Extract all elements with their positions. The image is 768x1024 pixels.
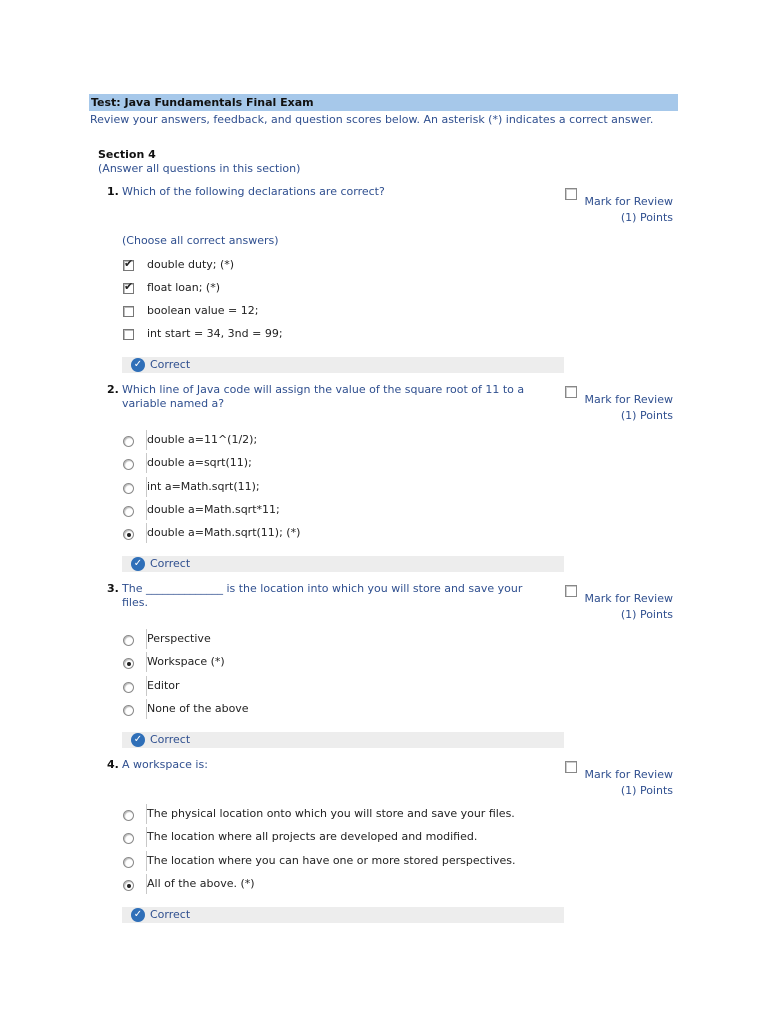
answer-radio[interactable]: [123, 705, 134, 716]
question-text: Which of the following declarations are correct?: [122, 185, 385, 198]
question-number: 3.: [107, 582, 119, 595]
check-circle-icon: ✓: [131, 733, 145, 747]
answer-radio[interactable]: [123, 459, 134, 470]
answer-option-text: The location where you can have one or more stored perspectives.: [147, 854, 516, 867]
points-label: (1) Points: [620, 608, 673, 621]
answer-option-text: Editor: [147, 679, 180, 692]
question-number: 2.: [107, 383, 119, 396]
answer-checkbox-checked[interactable]: [123, 280, 134, 294]
check-circle-icon: ✓: [131, 908, 145, 922]
answer-option-text: double duty; (*): [147, 258, 235, 271]
result-bar: [122, 732, 564, 748]
mark-for-review-checkbox[interactable]: [565, 386, 577, 398]
mark-for-review-label[interactable]: Mark for Review: [584, 195, 673, 208]
answer-radio-selected[interactable]: [123, 529, 134, 540]
mark-for-review-checkbox[interactable]: [565, 188, 577, 200]
answer-option-text: The location where all projects are developed and modified.: [147, 830, 478, 843]
answer-radio[interactable]: [123, 810, 134, 821]
answer-checkbox[interactable]: [123, 306, 134, 317]
section-note: (Answer all questions in this section): [98, 162, 301, 175]
answer-radio[interactable]: [123, 506, 134, 517]
radio-dot-icon: [127, 662, 131, 666]
answer-checkbox-checked[interactable]: [123, 257, 134, 271]
radio-dot-icon: [127, 533, 131, 537]
answer-radio[interactable]: [123, 833, 134, 844]
result-bar: [122, 907, 564, 923]
answer-option-text: double a=Math.sqrt(11); (*): [147, 526, 301, 539]
check-circle-icon: ✓: [131, 358, 145, 372]
choose-all-note: (Choose all correct answers): [122, 234, 279, 247]
question-text: Which line of Java code will assign the value of the square root of 11 to a variable named a?: [122, 383, 525, 410]
result-label: Correct: [150, 358, 191, 371]
answer-radio-selected[interactable]: [123, 880, 134, 891]
intro-text: Review your answers, feedback, and question scores below. An asterisk (*) indicates a correct answer.: [90, 113, 654, 126]
answer-checkbox[interactable]: [123, 329, 134, 340]
section-title: Section 4: [98, 148, 156, 161]
checkmark-icon: ✔: [124, 257, 134, 270]
result-bar: [122, 556, 564, 572]
question-text: The ______________ is the location into which you will store and save your files.: [122, 582, 523, 609]
result-label: Correct: [150, 908, 191, 921]
answer-option-text: double a=Math.sqrt*11;: [147, 503, 280, 516]
result-bar: [122, 357, 564, 373]
answer-option-text: int a=Math.sqrt(11);: [147, 480, 260, 493]
answer-option-text: None of the above: [147, 702, 249, 715]
page-title: Test: Java Fundamentals Final Exam: [89, 94, 678, 111]
question-number: 1.: [107, 185, 119, 198]
points-label: (1) Points: [620, 784, 673, 797]
answer-option-text: float loan; (*): [147, 281, 220, 294]
mark-for-review-label[interactable]: Mark for Review: [584, 768, 673, 781]
points-label: (1) Points: [620, 409, 673, 422]
mark-for-review-checkbox[interactable]: [565, 585, 577, 597]
check-circle-icon: ✓: [131, 557, 145, 571]
mark-for-review-label[interactable]: Mark for Review: [584, 393, 673, 406]
answer-option-text: All of the above. (*): [147, 877, 255, 890]
question-number: 4.: [107, 758, 119, 771]
answer-radio[interactable]: [123, 682, 134, 693]
checkmark-icon: ✔: [124, 280, 134, 293]
answer-radio[interactable]: [123, 436, 134, 447]
result-label: Correct: [150, 557, 191, 570]
answer-radio[interactable]: [123, 635, 134, 646]
answer-option-text: int start = 34, 3nd = 99;: [147, 327, 283, 340]
mark-for-review-checkbox[interactable]: [565, 761, 577, 773]
answer-option-text: boolean value = 12;: [147, 304, 259, 317]
mark-for-review-label[interactable]: Mark for Review: [584, 592, 673, 605]
points-label: (1) Points: [620, 211, 673, 224]
answer-option-text: The physical location onto which you will store and save your files.: [147, 807, 515, 820]
answer-option-text: Workspace (*): [147, 655, 225, 668]
result-label: Correct: [150, 733, 191, 746]
question-text: A workspace is:: [122, 758, 208, 771]
radio-dot-icon: [127, 884, 131, 888]
answer-radio[interactable]: [123, 483, 134, 494]
answer-radio[interactable]: [123, 857, 134, 868]
answer-option-text: Perspective: [147, 632, 211, 645]
answer-option-text: double a=11^(1/2);: [147, 433, 258, 446]
answer-radio-selected[interactable]: [123, 658, 134, 669]
answer-option-text: double a=sqrt(11);: [147, 456, 252, 469]
